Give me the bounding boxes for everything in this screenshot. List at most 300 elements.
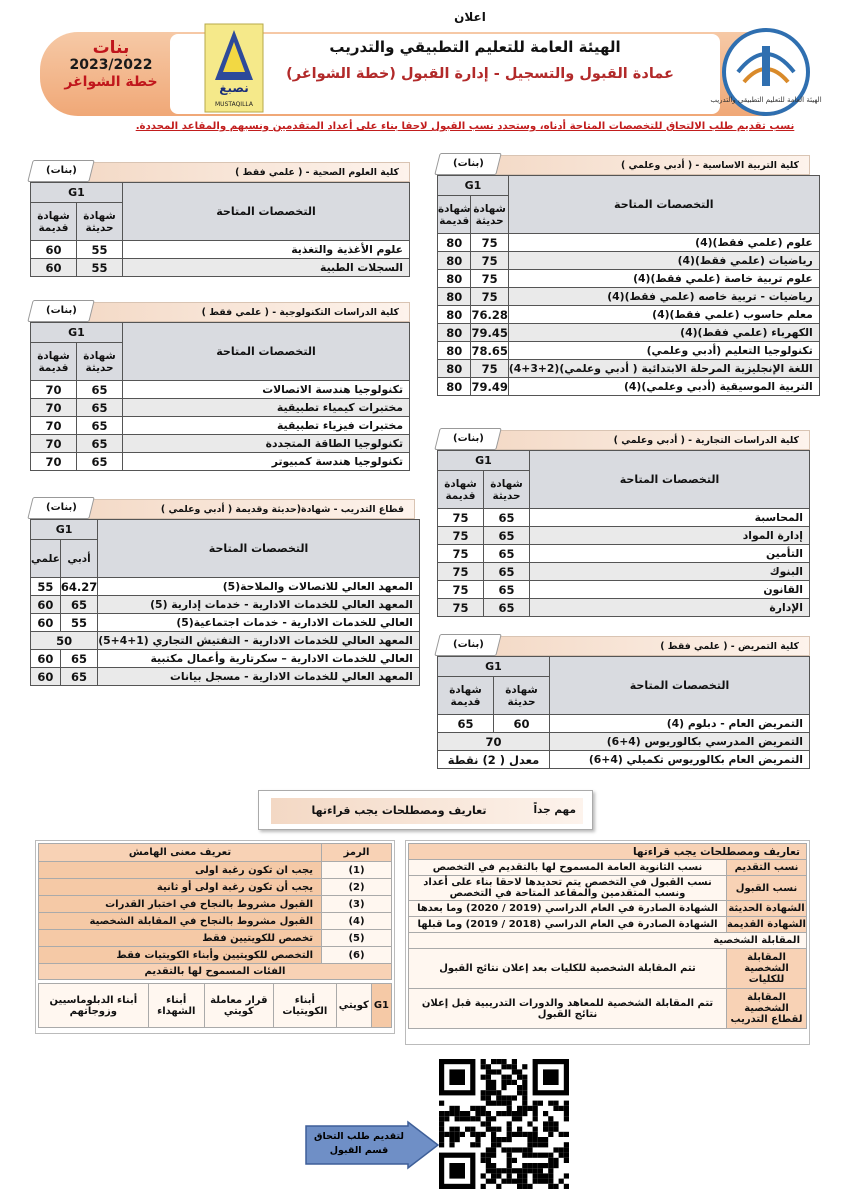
table-row [438,360,820,378]
qr-module [564,1132,569,1137]
col-meaning: تعريف معنى الهامش [39,844,322,862]
qr-module [527,1147,532,1152]
qr-module [491,1142,496,1147]
qr-module [522,1111,527,1116]
col-new-cert: شهادة حديثة [77,343,123,381]
table-row [438,599,810,617]
qr-module [538,1179,543,1184]
qr-module [481,1121,486,1126]
qr-module [486,1147,491,1152]
qr-module [449,1137,454,1142]
value-sci: 60 [31,650,61,668]
panel-header [30,160,410,182]
qr-module [449,1132,454,1137]
value-old: 75 [438,527,484,545]
table-technology [30,322,410,471]
panel-health-sciences [30,160,410,277]
qr-module [543,1173,548,1178]
qr-module [491,1147,496,1152]
col-old-cert: شهادة قديمة [438,677,494,715]
panel-title: كلية التربية الاساسية - ( أدبي وعلمي ) [620,160,799,171]
specialty-name: العالي للخدمات الادارية – سكرتارية وأعمال مكتبية [98,650,420,668]
qr-module [538,1163,543,1168]
value-old: 75 [438,545,484,563]
interview-row [409,989,807,1029]
qr-module [507,1168,512,1173]
panel-header [30,300,410,322]
specialty-name: مختبرات كيمياء تطبيقية [123,399,410,417]
panel-band [467,430,810,450]
value-new: 65 [484,509,530,527]
header-title: الهيئة العامة للتعليم التطبيقي والتدريب [329,38,621,56]
qr-module [533,1101,538,1106]
specialty-name: المعهد العالي للخدمات الادارية - التفتيش التجاري (1+4+5) [98,632,420,650]
footnote-symbol: (4) [322,913,392,930]
qr-module [507,1153,512,1158]
qr-module [564,1111,569,1116]
value-old: 80 [438,342,471,360]
qr-module [491,1090,496,1095]
qr-module [501,1111,506,1116]
panel-title: كلية العلوم الصحية - ( علمي فقط ) [235,167,399,178]
qr-module [564,1101,569,1106]
table-row [31,381,410,399]
col-new-cert: شهادة حديثة [471,196,508,234]
qr-module [522,1184,527,1189]
table-row [31,650,420,668]
footnotes-rows [39,862,392,964]
qr-module [507,1163,512,1168]
col-g1: G1 [438,176,509,196]
interview-definition: تتم المقابلة الشخصية للكليات بعد إعلان نتائج القبول [409,949,727,989]
qr-module [548,1173,553,1178]
specialty-name: البنوك [530,563,810,581]
qr-module [481,1158,486,1163]
qr-module [481,1075,486,1080]
footnote-symbol: (1) [322,862,392,879]
specialty-name: مختبرات فيزياء تطبيقية [123,417,410,435]
qr-module [475,1132,480,1137]
qr-module [543,1179,548,1184]
qr-module [533,1111,538,1116]
panel-band [60,302,410,322]
col-new-cert: شهادة حديثة [494,677,550,715]
table-row [31,417,410,435]
qr-module [491,1153,496,1158]
qr-module [527,1121,532,1126]
footnote-text: القبول مشروط بالنجاح في اختبار القدرات [39,896,322,913]
qr-module [496,1142,501,1147]
value-old: 60 [31,259,77,277]
qr-module [507,1127,512,1132]
qr-module [522,1173,527,1178]
value-old: 65 [438,715,494,733]
specialty-name: تكنولوجيا هندسة كمبيوتر [123,453,410,471]
panel-title: كلية الدراسات التجارية - ( أدبي وعلمي ) [613,435,799,446]
qr-module [548,1158,553,1163]
qr-module [486,1179,491,1184]
qr-module [533,1127,538,1132]
qr-module [455,1106,460,1111]
qr-module [507,1095,512,1100]
table-row [31,435,410,453]
qr-module [455,1111,460,1116]
categories-title: الفئات المسموح لها بالتقديم [39,964,392,980]
qr-module [481,1095,486,1100]
specialty-name: معلم حاسوب (علمي فقط)(4) [508,306,819,324]
qr-module [486,1168,491,1173]
apply-link-text: لتقديم طلب التحاق قسم القبول [314,1131,404,1156]
qr-module [470,1127,475,1132]
table-training [30,519,420,686]
qr-module [486,1069,491,1074]
footnote-symbol: (3) [322,896,392,913]
qr-module [543,1127,548,1132]
qr-module [559,1147,564,1152]
qr-module [517,1147,522,1152]
qr-module [501,1080,506,1085]
qr-module [517,1116,522,1121]
qr-module [522,1106,527,1111]
qr-module [522,1153,527,1158]
qr-module [553,1106,558,1111]
qr-module [543,1121,548,1126]
qr-module [491,1085,496,1090]
value-new: 79.49 [471,379,508,394]
table-row [438,563,810,581]
qr-module [548,1101,553,1106]
qr-module [522,1179,527,1184]
technology-rows [31,381,410,471]
qr-module [486,1101,491,1106]
qr-module [512,1116,517,1121]
value-new: 65 [484,527,530,545]
interview-term: المقابلة الشخصية للكليات [727,949,807,989]
qr-module [496,1095,501,1100]
qr-module [507,1137,512,1142]
qr-module [517,1111,522,1116]
qr-module [517,1127,522,1132]
qr-module [527,1153,532,1158]
qr-module [444,1132,449,1137]
footnote-text: يجب ان تكون رغبة اولى [39,862,322,879]
qr-module [496,1184,501,1189]
qr-module [501,1179,506,1184]
col-g1: G1 [31,323,123,343]
qr-module [486,1158,491,1163]
qr-module [559,1153,564,1158]
qr-module [460,1116,465,1121]
qr-module [543,1163,548,1168]
qr-module [501,1075,506,1080]
qr-module [507,1075,512,1080]
panel-band [467,636,810,656]
qr-module [512,1080,517,1085]
term-name: نسب التقديم [727,860,807,876]
qr-module [522,1168,527,1173]
qr-module [449,1142,454,1147]
qr-module [449,1111,454,1116]
qr-module [449,1127,454,1132]
value-old: 80 [438,252,471,270]
qr-module [522,1064,527,1069]
table-row [438,715,810,733]
terms-box [405,840,810,1045]
qr-module [538,1142,543,1147]
table-row [31,668,420,686]
col-specialties: التخصصات المتاحة [550,657,810,715]
value-old: 75 [438,563,484,581]
girls-badge: (بنات) [27,160,94,182]
header-year: 2023/2022 [69,57,153,73]
qr-module [564,1116,569,1121]
terms-rows [409,860,807,933]
qr-module [548,1184,553,1189]
value-old: 70 [31,435,77,453]
qr-module [548,1179,553,1184]
table-row [31,578,420,596]
value-old: 80 [438,306,471,324]
qr-module [507,1064,512,1069]
col-g1: G1 [31,183,123,203]
table-row [31,614,420,632]
qr-module [533,1168,538,1173]
value-new: 60 [494,715,550,733]
merged-value: 70 [438,733,550,751]
qr-module [527,1106,532,1111]
col-new-cert: شهادة حديثة [77,203,123,241]
qr-module [564,1184,569,1189]
qr-module [491,1163,496,1168]
footnote-symbol: (2) [322,879,392,896]
value-sci: 60 [31,668,61,686]
panel-title: كلية التمريض - ( علمي فقط ) [660,641,799,652]
value-new: 78.65 [471,343,508,358]
footnote-text: القبول مشروط بالنجاح في المقابلة الشخصية [39,913,322,930]
qr-module [512,1168,517,1173]
specialty-name: السجلات الطبية [123,259,410,277]
qr-module [475,1137,480,1142]
qr-module [517,1132,522,1137]
footnote-row [39,862,392,879]
value-sci: 55 [31,578,61,596]
qr-module [548,1132,553,1137]
value-new: 65 [484,599,530,617]
table-row [438,733,810,751]
qr-module [486,1095,491,1100]
qr-module [481,1090,486,1095]
table-row [438,234,820,252]
table-row [438,342,820,360]
panel-training [30,497,415,686]
footnote-row [39,879,392,896]
qr-module [501,1137,506,1142]
qr-module [543,1137,548,1142]
qr-module [491,1116,496,1121]
qr-module [491,1132,496,1137]
value-lit: 65 [60,650,97,668]
header-girls-tag [55,40,167,91]
training-rows [31,578,420,686]
term-row [409,876,807,901]
qr-module [475,1142,480,1147]
table-row [438,581,810,599]
term-definition: الشهادة الصادرة في العام الدراسي (2018 / 2019) وما قبلها [409,917,727,933]
qr-module [522,1085,527,1090]
qr-module [512,1059,517,1064]
qr-module [449,1106,454,1111]
qr-module [496,1069,501,1074]
specialty-name: علوم (علمي فقط)(4) [508,234,819,252]
term-row [409,901,807,917]
panel-technology [30,300,410,471]
girls-badge: (بنات) [434,153,501,175]
specialty-name: تكنولوجيا هندسة الاتصالات [123,381,410,399]
qr-module [522,1075,527,1080]
qr-module [507,1158,512,1163]
interview-row [409,949,807,989]
value-old: 75 [438,599,484,617]
col-specialties: التخصصات المتاحة [123,323,410,381]
announcement-label: اعلان [454,10,486,24]
table-row [438,751,810,769]
qr-module [512,1132,517,1137]
girls-badge: (بنات) [434,428,501,450]
qr-module [444,1111,449,1116]
qr-module [564,1147,569,1152]
panel-header [30,497,415,519]
qr-module [475,1106,480,1111]
value-new: 75 [471,360,508,378]
table-row [438,324,820,342]
qr-module [481,1106,486,1111]
col-g1: G1 [31,520,98,540]
logo-subtext: MUSTAQILLA [215,101,253,108]
qr-module [460,1111,465,1116]
footnote-symbol: (6) [322,947,392,964]
qr-module [543,1153,548,1158]
qr-module [522,1163,527,1168]
specialty-name: الكهرباء (علمي فقط)(4) [508,324,819,342]
value-old: 70 [31,399,77,417]
campaign-logo [203,20,265,116]
footnote-row [39,896,392,913]
term-definition: نسب القبول في التخصص يتم تحديدها لاحقا بناء على أعداد ونسب المتقدمين والمقاعد المتاحة في التخصص [409,876,727,901]
qr-module [517,1069,522,1074]
definitions-heading [258,790,593,830]
specialty-name: الإدارة [530,599,810,617]
qr-finder [543,1069,559,1085]
value-new: 75 [471,270,508,288]
qr-module [564,1153,569,1158]
col-old-cert: شهادة قديمة [31,343,77,381]
qr-module [517,1085,522,1090]
qr-module [491,1069,496,1074]
value-new: 55 [77,259,123,277]
qr-module [481,1064,486,1069]
qr-module [543,1111,548,1116]
qr-module [527,1137,532,1142]
apply-link[interactable] [300,1122,440,1168]
header-plan: خطة الشواغر [64,74,158,90]
qr-module [512,1147,517,1152]
qr-module [548,1168,553,1173]
business-rows [438,509,810,617]
qr-module [486,1153,491,1158]
panel-title: كلية الدراسات التكنولوجية - ( علمي فقط ) [201,307,399,318]
table-nursing [437,656,810,769]
qr-module [533,1132,538,1137]
qr-module [486,1085,491,1090]
qr-module [486,1111,491,1116]
qr-module [533,1179,538,1184]
qr-module [522,1132,527,1137]
table-row [31,259,410,277]
qr-module [501,1101,506,1106]
qr-module [527,1184,532,1189]
qr-module [548,1163,553,1168]
category-item: أبناء الشهداء [148,984,204,1028]
qr-module [501,1147,506,1152]
qr-module [517,1184,522,1189]
value-new: 79.45 [471,325,508,340]
definitions-heading-title: تعاريف ومصطلحات يجب قراءتها [311,804,487,817]
qr-module [512,1095,517,1100]
col-literary: أدبي [60,540,97,578]
paaet-logo [710,26,822,118]
qr-module [533,1173,538,1178]
qr-module [517,1075,522,1080]
qr-module [559,1179,564,1184]
qr-module [507,1111,512,1116]
qr-module [564,1106,569,1111]
qr-module [470,1132,475,1137]
value-lit: 64.27 [60,579,98,594]
table-row [438,252,820,270]
qr-module [533,1137,538,1142]
value-new: 55 [77,241,123,259]
footnotes-table [38,843,392,980]
qr-module [481,1173,486,1178]
qr-module [465,1111,470,1116]
qr-module [486,1080,491,1085]
specialty-name: إدارة المواد [530,527,810,545]
categories-table [38,983,392,1028]
qr-module [538,1173,543,1178]
specialty-name: التمريض العام - دبلوم (4) [550,715,810,733]
qr-module [507,1106,512,1111]
qr-module [533,1142,538,1147]
qr-code[interactable] [438,1058,570,1190]
qr-module [475,1111,480,1116]
interview-title: المقابلة الشخصية [409,933,807,949]
basic-education-rows [438,234,820,396]
value-old: 70 [31,417,77,435]
table-basic-education [437,175,820,396]
col-old-cert: شهادة قديمة [31,203,77,241]
col-specialties: التخصصات المتاحة [530,451,810,509]
specialty-name: علوم تربية خاصة (علمي فقط)(4) [508,270,819,288]
qr-module [455,1116,460,1121]
value-new: 65 [77,453,123,471]
notice-text: نسب تقديم طلب الالتحاق للتخصصات المتاحة أدناه، وستحدد نسب القبول لاحقا بناء على أعداد المتقدمين ونسبهم والمقاعد المحددة. [135,121,795,132]
qr-module [496,1059,501,1064]
qr-module [470,1142,475,1147]
col-g1: G1 [438,451,530,471]
qr-module [491,1059,496,1064]
col-old-cert: شهادة قديمة [438,471,484,509]
specialty-name: المعهد العالي للاتصالات والملاحة(5) [98,578,420,596]
